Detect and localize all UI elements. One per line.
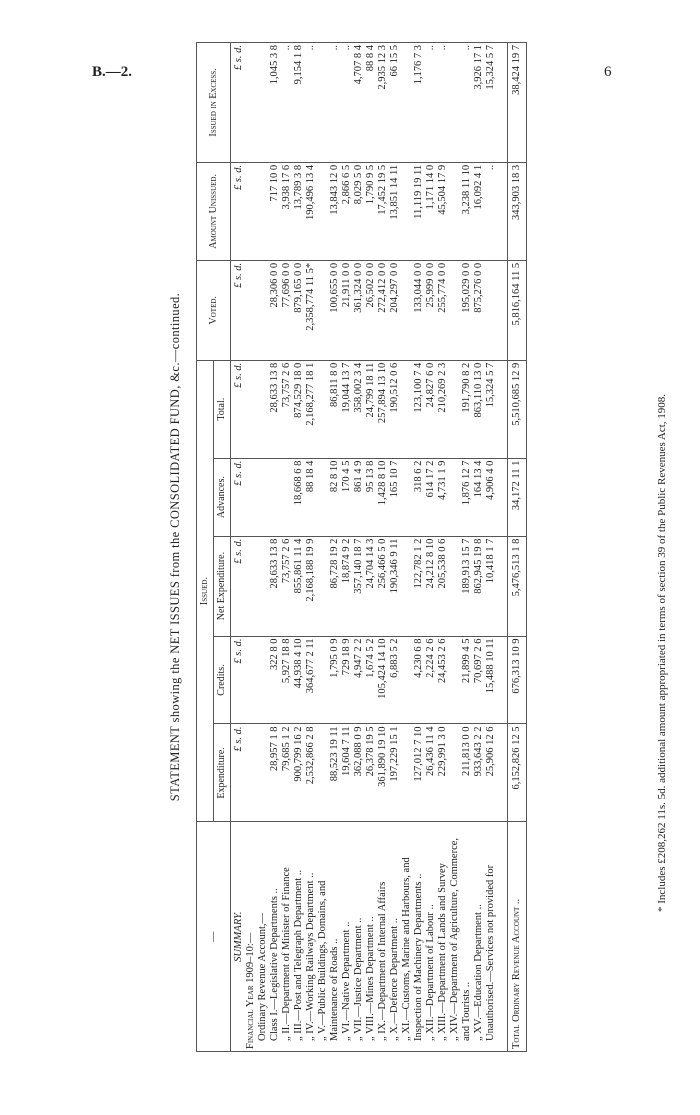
issued-in-excess-cell: .. (281, 43, 293, 163)
units-cell: £ s. d. (231, 458, 246, 536)
total-total-cell: 5,510,685 12 9 (508, 360, 527, 458)
credits-cell: 4,230 6 8 (401, 636, 425, 724)
page-number: 6 (604, 64, 612, 80)
voted-cell (485, 260, 497, 360)
advances-cell: 1,876 12 7 (449, 458, 473, 536)
credits-cell: 44,938 4 10 (293, 636, 305, 724)
net-expenditure-cell: 28,633 13 8 (269, 536, 281, 636)
table-row (449, 43, 473, 1052)
expenditure-cell: 211,813 0 0 (449, 724, 473, 822)
voted-cell: 100,655 0 0 (317, 260, 341, 360)
expenditure-cell: 26,436 11 4 (425, 724, 437, 822)
expenditure-cell: 127,012 7 10 (401, 724, 425, 822)
header-row-1 (197, 43, 214, 1052)
table-total (508, 43, 527, 1052)
amount-unissued-cell: 13,843 12 0 (317, 162, 341, 260)
advances-cell: 18,668 6 8 (293, 458, 305, 536)
credits-cell: 24,453 2 6 (437, 636, 449, 724)
table-row (353, 43, 365, 1052)
row-label: „ VII.—Justice Department .. (353, 822, 365, 1052)
issued-in-excess-cell: .. (341, 43, 353, 163)
expenditure-cell: 197,229 15 1 (389, 724, 401, 822)
units-cell: £ s. d. (231, 162, 246, 260)
table-row (365, 43, 377, 1052)
expenditure-cell: 79,685 1 2 (281, 724, 293, 822)
voted-cell: 26,502 0 0 (365, 260, 377, 360)
row-label: „ V.—Public Buildings, Domains, and Maintenance of Roads .. (317, 822, 341, 1052)
net-expenditure-cell: 24,212 8 10 (425, 536, 437, 636)
spacer-row (497, 43, 508, 1052)
total-advances-cell: 34,172 11 1 (508, 458, 527, 536)
voted-cell: 21,911 0 0 (341, 260, 353, 360)
total-cell: 257,894 13 10 (377, 360, 389, 458)
amount-unissued-cell: 3,238 11 10 (449, 162, 473, 260)
units-cell: £ s. d. (231, 636, 246, 724)
table-row (281, 43, 293, 1052)
total-cell: 190,512 0 6 (389, 360, 401, 458)
amount-unissued-cell: 16,092 4 1 (473, 162, 485, 260)
advances-cell (281, 458, 293, 536)
voted-cell: 875,276 0 0 (473, 260, 485, 360)
credits-cell: 70,697 2 6 (473, 636, 485, 724)
summary-heading: SUMMARY. (231, 822, 246, 1052)
net-expenditure-cell: 73,757 2 6 (281, 536, 293, 636)
amount-unissued-cell: 45,504 17 9 (437, 162, 449, 260)
total-cell: 123,100 7 4 (401, 360, 425, 458)
total-issued-in-excess-cell: 38,424 19 7 (508, 43, 527, 163)
credits-cell: 4,947 2 2 (353, 636, 365, 724)
advances-cell: 170 4 5 (341, 458, 353, 536)
net-expenditure-cell: 18,874 9 2 (341, 536, 353, 636)
row-label: „ XIV.—Department of Agriculture, Commerce, and Tourists .. (449, 822, 473, 1052)
amount-unissued-cell: .. (485, 162, 497, 260)
expenditure-header: Expenditure. (214, 724, 231, 822)
total-cell: 15,324 5 7 (485, 360, 497, 458)
expenditure-cell: 900,799 16 2 (293, 724, 305, 822)
voted-cell: 361,324 0 0 (353, 260, 365, 360)
total-voted-cell: 5,816,164 11 5 (508, 260, 527, 360)
net-expenditure-cell: 357,140 18 7 (353, 536, 365, 636)
financial-year-heading: Financial Year 1909–10:— (245, 822, 257, 1052)
table-row (269, 43, 281, 1052)
table-row (401, 43, 425, 1052)
table-row (341, 43, 353, 1052)
row-label: „ IV.—Working Railways Department .. (305, 822, 317, 1052)
amount-unissued-cell: 11,119 19 11 (401, 162, 425, 260)
advances-cell: 1,428 8 10 (377, 458, 389, 536)
credits-cell: 729 18 9 (341, 636, 353, 724)
table-row (293, 43, 305, 1052)
units-cell: £ s. d. (231, 360, 246, 458)
advances-cell: 4,906 4 0 (485, 458, 497, 536)
expenditure-cell: 26,378 19 5 (365, 724, 377, 822)
row-label: „ II.—Department of Minister of Finance (281, 822, 293, 1052)
credits-cell: 5,927 18 8 (281, 636, 293, 724)
issued-in-excess-cell: 2,935 12 3 (377, 43, 389, 163)
issued-in-excess-cell: 3,926 17 1 (473, 43, 485, 163)
table-row (473, 43, 485, 1052)
amount-unissued-cell: 717 10 0 (269, 162, 281, 260)
net-expenditure-cell: 86,728 19 2 (317, 536, 341, 636)
table-row (317, 43, 341, 1052)
voted-cell: 2,358,774 11 5* (305, 260, 317, 360)
document-id: B.—2. (92, 64, 133, 80)
net-expenditure-header: Net Expenditure. (214, 536, 231, 636)
expenditure-cell: 19,604 7 11 (341, 724, 353, 822)
net-expenditure-cell: 2,168,188 19 9 (305, 536, 317, 636)
total-cell: 24,827 6 0 (425, 360, 437, 458)
issued-in-excess-cell: 9,154 1 8 (293, 43, 305, 163)
footnote: * Includes £208,262 11s. 5d. additional amount appropriated in terms of section 39 of the Public Revenues Act, 1908. (656, 393, 668, 912)
total-credits-cell: 676,313 10 9 (508, 636, 527, 724)
credits-cell: 1,674 5 2 (365, 636, 377, 724)
voted-cell: 255,774 0 0 (437, 260, 449, 360)
expenditure-cell: 88,523 19 11 (317, 724, 341, 822)
issued-in-excess-cell: 1,045 3 8 (269, 43, 281, 163)
credits-header: Credits. (214, 636, 231, 724)
voted-cell: 204,297 0 0 (389, 260, 401, 360)
table-body (231, 43, 508, 1052)
issued-in-excess-cell: 15,324 5 7 (485, 43, 497, 163)
expenditure-cell: 361,890 19 10 (377, 724, 389, 822)
row-label: „ XII.—Department of Labour .. (425, 822, 437, 1052)
units-cell: £ s. d. (231, 43, 246, 163)
amount-unissued-cell: 8,029 5 0 (353, 162, 365, 260)
total-cell: 19,044 13 7 (341, 360, 353, 458)
issued-in-excess-cell: .. (425, 43, 437, 163)
expenditure-cell: 25,906 12 6 (485, 724, 497, 822)
advances-cell (269, 458, 281, 536)
total-cell: 86,811 8 0 (317, 360, 341, 458)
advances-cell: 95 13 8 (365, 458, 377, 536)
total-cell: 28,633 13 8 (269, 360, 281, 458)
units-cell: £ s. d. (231, 260, 246, 360)
net-expenditure-cell: 855,861 11 4 (293, 536, 305, 636)
expenditure-cell: 933,643 2 2 (473, 724, 485, 822)
net-expenditure-cell: 862,945 19 8 (473, 536, 485, 636)
table-row (485, 43, 497, 1052)
units-cell: £ s. d. (231, 536, 246, 636)
advances-cell: 4,731 1 9 (437, 458, 449, 536)
voted-cell: 195,029 0 0 (449, 260, 473, 360)
table-row (389, 43, 401, 1052)
row-label: „ XI.—Customs, Marine and Harbours, and Inspection of Machinery Departments .. (401, 822, 425, 1052)
issued-group-header: Issued. (197, 360, 214, 822)
voted-cell: 77,696 0 0 (281, 260, 293, 360)
advances-cell: 165 10 7 (389, 458, 401, 536)
amount-unissued-cell: 1,790 9 5 (365, 162, 377, 260)
row-label: „ VIII.—Mines Department .. (365, 822, 377, 1052)
table-row (425, 43, 437, 1052)
net-expenditure-cell: 205,538 0 6 (437, 536, 449, 636)
units-cell: £ s. d. (231, 724, 246, 822)
net-expenditure-cell: 10,418 1 7 (485, 536, 497, 636)
row-label: „ VI.—Native Department .. (341, 822, 353, 1052)
voted-cell: 272,412 0 0 (377, 260, 389, 360)
financial-year-row (245, 43, 257, 1052)
table-row (377, 43, 389, 1052)
voted-header: Voted. (197, 260, 231, 360)
total-cell: 863,110 13 0 (473, 360, 485, 458)
net-expenditure-cell: 256,466 5 0 (377, 536, 389, 636)
amount-unissued-cell: 2,866 6 5 (341, 162, 353, 260)
table-row (305, 43, 317, 1052)
issued-in-excess-cell: 1,176 7 3 (401, 43, 425, 163)
advances-cell: 318 6 2 (401, 458, 425, 536)
credits-cell: 15,488 10 11 (485, 636, 497, 724)
voted-cell: 25,999 0 0 (425, 260, 437, 360)
credits-cell: 2,224 2 6 (425, 636, 437, 724)
issued-in-excess-cell: .. (437, 43, 449, 163)
table-row (437, 43, 449, 1052)
row-label: „ XIII.—Department of Lands and Survey (437, 822, 449, 1052)
issued-in-excess-header: Issued in Excess. (197, 43, 231, 163)
credits-cell: 6,883 5 2 (389, 636, 401, 724)
voted-cell: 879,165 0 0 (293, 260, 305, 360)
credits-cell: 322 8 0 (269, 636, 281, 724)
row-label: „ X.—Defence Department .. (389, 822, 401, 1052)
total-cell: 73,757 2 6 (281, 360, 293, 458)
total-label: Total Ordinary Revenue Account .. (508, 822, 527, 1052)
revenue-account-row (257, 43, 269, 1052)
rotated-statement (168, 42, 678, 1052)
issued-in-excess-cell: .. (317, 43, 341, 163)
total-amount-unissued-cell: 343,903 18 3 (508, 162, 527, 260)
net-expenditure-cell: 190,346 9 11 (389, 536, 401, 636)
advances-cell: 164 13 4 (473, 458, 485, 536)
total-cell: 358,002 3 4 (353, 360, 365, 458)
net-issues-table (196, 42, 527, 1052)
advances-cell: 82 8 10 (317, 458, 341, 536)
credits-cell: 21,899 4 5 (449, 636, 473, 724)
total-expenditure-cell: 6,152,826 12 5 (508, 724, 527, 822)
credits-cell: 105,424 14 10 (377, 636, 389, 724)
amount-unissued-cell: 3,938 17 6 (281, 162, 293, 260)
advances-cell: 88 18 4 (305, 458, 317, 536)
voted-cell: 133,044 0 0 (401, 260, 425, 360)
advances-cell: 614 17 2 (425, 458, 437, 536)
issued-in-excess-cell: 66 15 5 (389, 43, 401, 163)
issued-in-excess-cell: .. (449, 43, 473, 163)
row-label: „ III.—Post and Telegraph Department .. (293, 822, 305, 1052)
total-cell: 191,790 8 2 (449, 360, 473, 458)
amount-unissued-cell: 190,496 13 4 (305, 162, 317, 260)
revenue-account-heading: Ordinary Revenue Account,— (257, 822, 269, 1052)
expenditure-cell: 362,088 0 9 (353, 724, 365, 822)
issued-in-excess-cell: .. (305, 43, 317, 163)
credits-cell: 1,795 0 9 (317, 636, 341, 724)
total-net-expenditure-cell: 5,476,513 1 8 (508, 536, 527, 636)
row-label: Unauthorised.—Services not provided for (485, 822, 497, 1052)
total-cell: 2,168,277 18 1 (305, 360, 317, 458)
row-label: „ IX.—Department of Internal Affairs (377, 822, 389, 1052)
voted-cell: 28,306 0 0 (269, 260, 281, 360)
amount-unissued-cell: 1,171 14 0 (425, 162, 437, 260)
net-expenditure-cell: 189,913 15 7 (449, 536, 473, 636)
credits-cell: 364,677 2 11 (305, 636, 317, 724)
net-expenditure-cell: 24,704 14 3 (365, 536, 377, 636)
units-row (231, 43, 246, 1052)
amount-unissued-cell: 13,789 3 8 (293, 162, 305, 260)
total-header: Total. (214, 360, 231, 458)
issued-in-excess-cell: 4,707 8 4 (353, 43, 365, 163)
net-expenditure-cell: 122,782 1 2 (401, 536, 425, 636)
amount-unissued-header: Amount Unissued. (197, 162, 231, 260)
total-cell: 210,269 2 3 (437, 360, 449, 458)
total-cell: 874,529 18 0 (293, 360, 305, 458)
advances-header: Advances. (214, 458, 231, 536)
issued-in-excess-cell: 88 8 4 (365, 43, 377, 163)
amount-unissued-cell: 17,452 19 5 (377, 162, 389, 260)
row-label: Class I.—Legislative Departments .. (269, 822, 281, 1052)
amount-unissued-cell: 13,851 14 11 (389, 162, 401, 260)
expenditure-cell: 28,957 1 8 (269, 724, 281, 822)
description-header: — (197, 822, 231, 1052)
statement-title: STATEMENT showing the NET ISSUES from the CONSOLIDATED FUND, &c.—continued. (168, 292, 182, 802)
total-row (508, 43, 527, 1052)
total-cell: 24,799 18 11 (365, 360, 377, 458)
advances-cell: 861 4 9 (353, 458, 365, 536)
expenditure-cell: 229,991 3 0 (437, 724, 449, 822)
row-label: „ XV.—Education Department .. (473, 822, 485, 1052)
expenditure-cell: 2,532,866 2 8 (305, 724, 317, 822)
